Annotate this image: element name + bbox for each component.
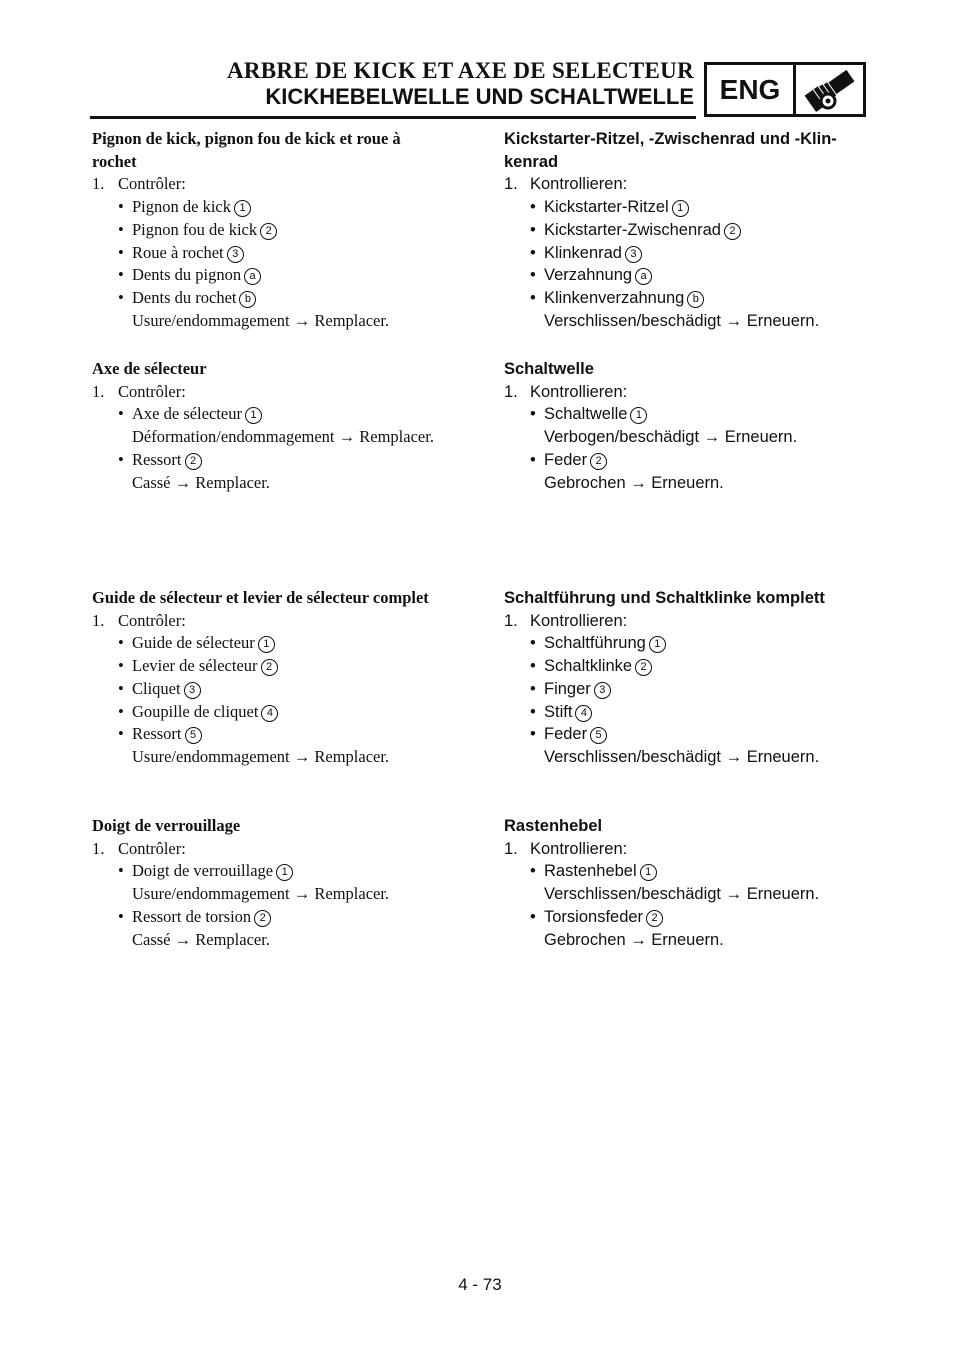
section-heading: Schaltwelle [504, 360, 594, 378]
section-title-german: KICKHEBELWELLE UND SCHALTWELLE [265, 84, 694, 109]
list-item: • Cliquet 3 [92, 678, 472, 701]
list-item: • Feder 2 [504, 449, 874, 472]
item-detail: Gebrochen → Erneuern. [544, 930, 724, 949]
callout-marker: 1 [258, 636, 275, 653]
callout-marker: 2 [646, 910, 663, 927]
list-item: • Pignon de kick 1 [92, 196, 472, 219]
section-heading: Doigt de verrouillage [92, 816, 241, 835]
callout-marker: 2 [590, 453, 607, 470]
section-heading: Axe de sélecteur [92, 359, 207, 378]
list-item: • Dents du pignon a [92, 264, 472, 287]
callout-marker: 4 [261, 705, 278, 722]
section-heading-cont: kenrad [504, 152, 559, 171]
list-item: • Ressort de torsion 2 [92, 906, 472, 929]
engine-badge-label: ENG [707, 65, 796, 114]
item-detail: Gebrochen → Erneuern. [544, 473, 724, 492]
section-heading: Guide de sélecteur et levier de sélecteur complet [92, 588, 429, 607]
list-item: • Goupille de cliquet 4 [92, 701, 472, 724]
item-detail: Verschlissen/beschädigt → Erneuern. [544, 747, 820, 766]
section-title-french: ARBRE DE KICK ET AXE DE SELECTEUR [226, 58, 694, 83]
fr-section-shift-shaft [92, 358, 472, 494]
list-item: • Rastenhebel 1 [504, 860, 874, 883]
callout-marker: 1 [649, 636, 666, 653]
list-item: • Doigt de verrouillage 1 [92, 860, 472, 883]
callout-marker: 2 [635, 659, 652, 676]
list-item: • Ressort 2 [92, 449, 472, 472]
list-item: • Schaltführung 1 [504, 632, 874, 655]
callout-marker: 2 [254, 910, 271, 927]
callout-marker: 5 [185, 727, 202, 744]
list-item: • Levier de sélecteur 2 [92, 655, 472, 678]
callout-marker: 3 [594, 682, 611, 699]
section-heading-cont: rochet [92, 151, 137, 171]
list-item: • Torsionsfeder 2 [504, 906, 874, 929]
engine-badge [704, 62, 866, 117]
list-item: • Klinkenverzahnung b [504, 287, 874, 310]
list-item: • Verzahnung a [504, 264, 874, 287]
step: 1. Contrôler: [92, 381, 186, 401]
step: 1. Kontrollieren: [504, 611, 628, 630]
section-heading: Rastenhebel [504, 817, 603, 835]
step: 1. Kontrollieren: [504, 382, 628, 401]
list-item: • Pignon fou de kick 2 [92, 219, 472, 242]
callout-marker: 1 [276, 864, 293, 881]
fr-section-stopper-lever [92, 815, 472, 951]
step: 1. Contrôler: [92, 838, 186, 858]
list-item: • Klinkenrad 3 [504, 242, 874, 265]
de-section-stopper-lever [504, 815, 874, 951]
callout-marker: 5 [590, 727, 607, 744]
fr-section-kick-gears [92, 128, 472, 332]
de-section-shift-shaft [504, 358, 874, 494]
item-detail: Cassé → Remplacer. [132, 472, 270, 492]
fr-section-shift-guide [92, 587, 472, 769]
list-item: • Kickstarter-Ritzel 1 [504, 196, 874, 219]
page-header [0, 0, 960, 130]
de-section-shift-guide [504, 587, 874, 769]
step: 1. Kontrollieren: [504, 175, 628, 194]
callout-marker: 2 [185, 453, 202, 470]
list-item: • Feder 5 [504, 723, 874, 746]
callout-marker: a [635, 268, 652, 285]
wrench-socket-icon [796, 65, 863, 114]
list-item: • Stift 4 [504, 701, 874, 724]
callout-marker: 1 [630, 407, 647, 424]
section-heading: Pignon de kick, pignon fou de kick et roue à [92, 129, 401, 148]
callout-marker: b [239, 291, 256, 308]
item-detail: Verschlissen/beschädigt → Erneuern. [544, 311, 820, 330]
header-rule [90, 116, 696, 119]
section-heading: Schaltführung und Schaltklinke komplett [504, 589, 825, 607]
step: 1. Contrôler: [92, 174, 186, 194]
callout-marker: 2 [261, 659, 278, 676]
item-detail: Usure/endommagement → Remplacer. [132, 884, 390, 904]
list-item: • Guide de sélecteur 1 [92, 632, 472, 655]
item-detail: Verbogen/beschädigt → Erneuern. [544, 428, 798, 447]
callout-marker: a [244, 268, 261, 285]
item-detail: Déformation/endommagement → Remplacer. [132, 427, 434, 447]
callout-marker: b [687, 291, 704, 308]
list-item: • Roue à rochet 3 [92, 242, 472, 265]
section-heading: Kickstarter-Ritzel, -Zwischenrad und -Klin- [504, 130, 837, 148]
de-section-kick-gears [504, 128, 874, 332]
list-item: • Axe de sélecteur 1 [92, 403, 472, 426]
callout-marker: 3 [625, 246, 642, 263]
callout-marker: 1 [640, 864, 657, 881]
callout-marker: 1 [245, 407, 262, 424]
callout-marker: 1 [234, 200, 251, 217]
callout-marker: 3 [184, 682, 201, 699]
list-item: • Finger 3 [504, 678, 874, 701]
item-detail: Usure/endommagement → Remplacer. [132, 746, 390, 766]
callout-marker: 3 [227, 246, 244, 263]
page-number: 4 - 73 [458, 1275, 502, 1294]
callout-marker: 4 [575, 705, 592, 722]
item-detail: Cassé → Remplacer. [132, 929, 270, 949]
step: 1. Kontrollieren: [504, 839, 628, 858]
list-item: • Dents du rochet b [92, 287, 472, 310]
step: 1. Contrôler: [92, 610, 186, 630]
list-item: • Schaltklinke 2 [504, 655, 874, 678]
list-item: • Kickstarter-Zwischenrad 2 [504, 219, 874, 242]
callout-marker: 2 [724, 223, 741, 240]
callout-marker: 2 [260, 223, 277, 240]
callout-marker: 1 [672, 200, 689, 217]
list-item: • Schaltwelle 1 [504, 403, 874, 426]
item-detail: Verschlissen/beschädigt → Erneuern. [544, 885, 820, 904]
list-item: • Ressort 5 [92, 723, 472, 746]
item-detail: Usure/endommagement → Remplacer. [132, 310, 390, 330]
